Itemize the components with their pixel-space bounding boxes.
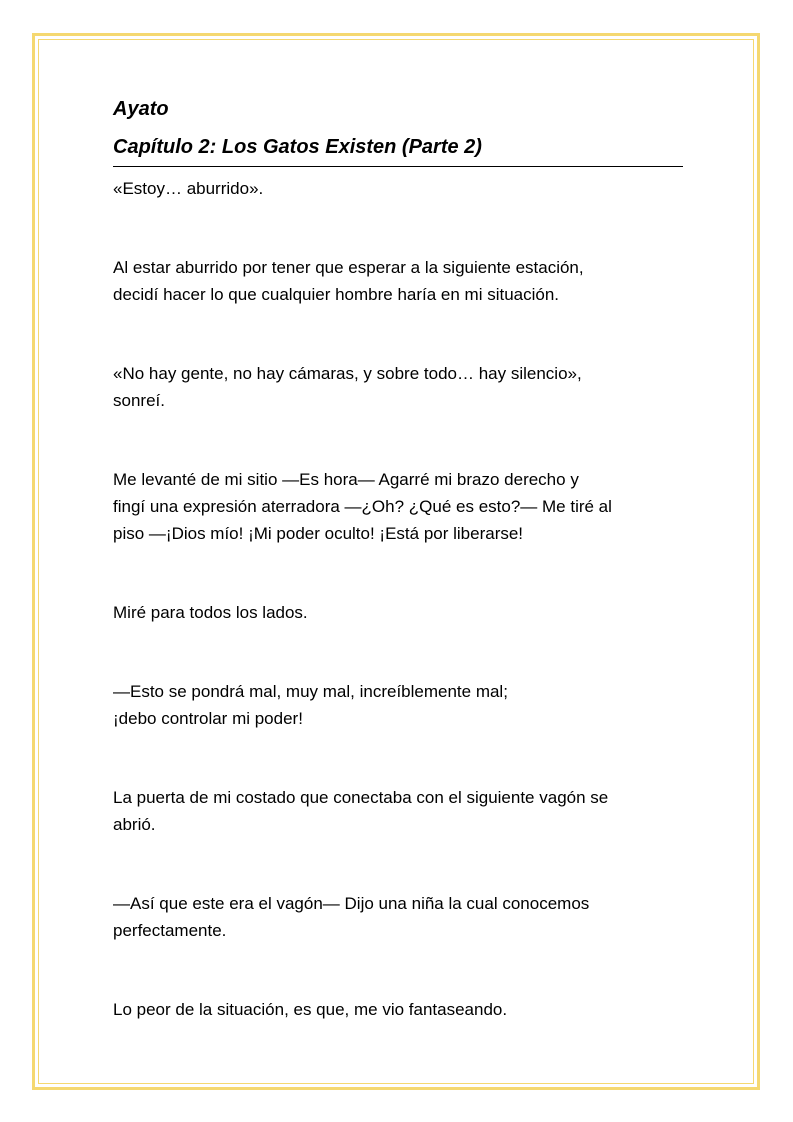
- spacer: [113, 202, 683, 254]
- chapter-title: Capítulo 2: Los Gatos Existen (Parte 2): [113, 130, 683, 167]
- spacer: [113, 308, 683, 360]
- spacer: [113, 167, 683, 175]
- author-name: Ayato: [113, 98, 169, 120]
- paragraph: Al estar aburrido por tener que esperar a la siguiente estación, decidí hacer lo que cualquier hombre haría en mi situación.: [113, 258, 584, 304]
- spacer: [113, 547, 683, 599]
- paragraph: —Esto se pondrá mal, muy mal, increíblemente mal; ¡debo controlar mi poder!: [113, 682, 508, 728]
- spacer: [113, 626, 683, 678]
- paragraph: La puerta de mi costado que conectaba con el siguiente vagón se abrió.: [113, 788, 609, 834]
- spacer: [113, 944, 683, 996]
- paragraph: —Así que este era el vagón— Dijo una niña la cual conocemos perfectamente.: [113, 894, 590, 940]
- spacer: [113, 732, 683, 784]
- paragraph: «Estoy… aburrido».: [113, 179, 264, 198]
- paragraph: «No hay gente, no hay cámaras, y sobre todo… hay silencio», sonreí.: [113, 364, 582, 410]
- paragraph: Miré para todos los lados.: [113, 603, 308, 622]
- paragraph: Lo peor de la situación, es que, me vio fantaseando.: [113, 1000, 508, 1019]
- spacer: [113, 838, 683, 890]
- document-body: [113, 92, 683, 1023]
- spacer: [113, 414, 683, 466]
- paragraph: Me levanté de mi sitio —Es hora— Agarré mi brazo derecho y fingí una expresión aterradora —¿Oh? ¿Qué es esto?— Me tiré al piso —¡Dios mío! ¡Mi poder oculto! ¡Está por liberarse!: [113, 470, 612, 543]
